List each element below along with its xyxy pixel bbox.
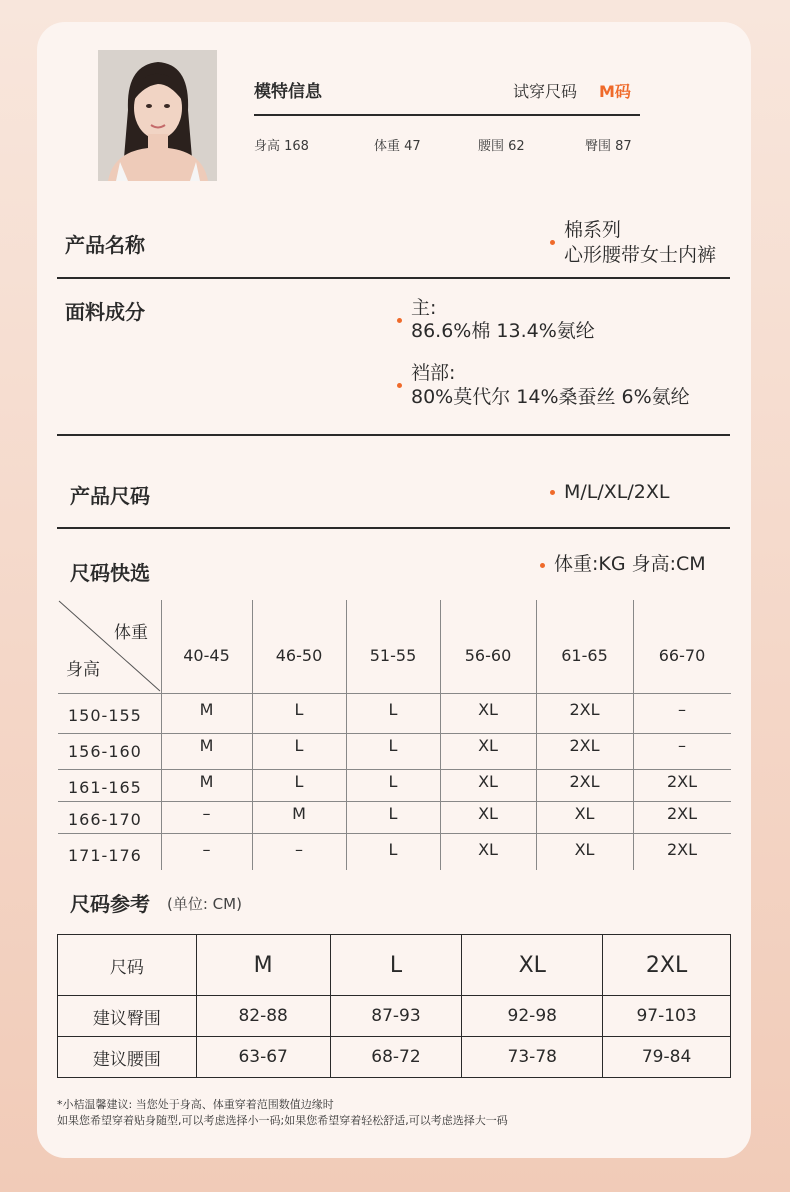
- height-row-header: 171-176: [68, 846, 142, 865]
- table-cell: 92-98: [462, 996, 603, 1037]
- table-cell: 68-72: [330, 1037, 462, 1078]
- size-reference-title: 尺码参考: [70, 892, 150, 916]
- try-size-label: 试穿尺码: [513, 82, 578, 101]
- size-cell: 2XL: [666, 840, 698, 859]
- size-quick-table: [58, 600, 731, 870]
- quick-select-title: 尺码快选: [70, 561, 150, 585]
- size-cell: –: [678, 736, 686, 755]
- size-cell: XL: [574, 840, 595, 859]
- table-row: [58, 996, 731, 1037]
- weight-col-header: 46-50: [275, 646, 323, 665]
- size-cell: L: [388, 700, 398, 719]
- size-cell: L: [388, 804, 398, 823]
- model-weight: 体重 47: [374, 139, 421, 154]
- weight-col-header: 66-70: [658, 646, 706, 665]
- row-label: 建议腰围: [58, 1037, 197, 1078]
- table-cell: 87-93: [330, 996, 462, 1037]
- size-cell: M: [199, 736, 214, 755]
- size-cell: 2XL: [666, 772, 698, 791]
- product-name-label: 产品名称: [65, 233, 145, 257]
- table-cell: 79-84: [603, 1037, 731, 1078]
- row-label: 建议臀围: [58, 996, 197, 1037]
- size-cell: 2XL: [569, 700, 600, 719]
- weight-col-header: 61-65: [561, 646, 608, 665]
- size-reference-table: [57, 934, 731, 1078]
- quick-select-units: 体重:KG 身高:CM: [554, 553, 706, 575]
- size-info-card: [37, 22, 751, 1158]
- size-header-cell: L: [330, 935, 462, 996]
- model-waist: 腰围 62: [478, 139, 525, 154]
- size-cell: XL: [574, 804, 595, 823]
- fabric-label: 面料成分: [65, 300, 145, 324]
- size-cell: L: [388, 772, 398, 791]
- size-reference-unit: (单位: CM): [167, 895, 242, 913]
- size-cell: –: [202, 840, 211, 859]
- size-cell: XL: [478, 840, 498, 859]
- size-cell: 2XL: [569, 772, 600, 791]
- size-cell: XL: [478, 736, 498, 755]
- model-divider: [254, 114, 640, 116]
- table-row: [58, 1037, 731, 1078]
- section-divider: [57, 277, 730, 279]
- weight-axis-label: 体重: [114, 623, 148, 643]
- height-row-header: 166-170: [68, 810, 142, 829]
- fabric-crotch-value: 80%莫代尔 14%桑蚕丝 6%氨纶: [411, 386, 690, 408]
- table-row: [58, 935, 731, 996]
- try-size-value: M码: [599, 82, 631, 101]
- size-cell: 2XL: [569, 736, 600, 755]
- size-cell: L: [294, 700, 304, 719]
- size-cell: –: [295, 840, 303, 859]
- table-cell: 82-88: [196, 996, 330, 1037]
- size-cell: L: [294, 736, 304, 755]
- model-portrait-illustration: [98, 50, 217, 181]
- height-row-header: 161-165: [68, 778, 142, 797]
- product-name-line2: 心形腰带女士内裤: [564, 244, 717, 266]
- model-photo: [98, 50, 217, 181]
- size-cell: M: [199, 700, 214, 719]
- weight-col-header: 40-45: [183, 646, 230, 665]
- size-cell: L: [294, 772, 304, 791]
- size-cell: M: [199, 772, 214, 791]
- bullet-dot: [550, 240, 555, 245]
- fabric-crotch-label: 裆部:: [411, 362, 456, 384]
- table-cell: 73-78: [462, 1037, 603, 1078]
- weight-col-header: 51-55: [369, 646, 417, 665]
- size-cell: M: [292, 804, 306, 823]
- product-size-label: 产品尺码: [70, 484, 150, 508]
- bullet-dot: [550, 490, 555, 495]
- model-info-title: 模特信息: [254, 82, 322, 102]
- tip-note-line2: 如果您希望穿着贴身随型,可以考虑选择小一码;如果您希望穿着轻松舒适,可以考虑选择大一码: [57, 1114, 508, 1127]
- model-hip: 臀围 87: [585, 139, 632, 154]
- bullet-dot: [397, 318, 402, 323]
- size-header-cell: XL: [462, 935, 603, 996]
- size-cell: L: [388, 736, 398, 755]
- weight-col-header: 56-60: [464, 646, 512, 665]
- tip-note-line1: *小桔温馨建议: 当您处于身高、体重穿着范围数值边缘时: [57, 1098, 334, 1111]
- height-axis-label: 身高: [66, 660, 100, 680]
- size-cell: –: [678, 700, 686, 719]
- product-name-line1: 棉系列: [564, 219, 622, 241]
- height-row-header: 150-155: [68, 706, 142, 725]
- fabric-main-label: 主:: [411, 297, 437, 319]
- bullet-dot: [397, 383, 402, 388]
- size-cell: XL: [478, 772, 498, 791]
- section-divider: [57, 527, 730, 529]
- size-cell: L: [388, 840, 398, 859]
- table-cell: 63-67: [196, 1037, 330, 1078]
- size-header-cell: 尺码: [58, 935, 197, 996]
- size-header-cell: M: [196, 935, 330, 996]
- height-row-header: 156-160: [68, 742, 142, 761]
- size-cell: 2XL: [666, 804, 698, 823]
- table-cell: 97-103: [603, 996, 731, 1037]
- model-height: 身高 168: [254, 139, 309, 154]
- size-cell: –: [202, 804, 211, 823]
- bullet-dot: [540, 563, 545, 568]
- size-header-cell: 2XL: [603, 935, 731, 996]
- section-divider: [57, 434, 730, 436]
- size-cell: XL: [478, 700, 498, 719]
- fabric-main-value: 86.6%棉 13.4%氨纶: [411, 320, 595, 342]
- size-cell: XL: [478, 804, 498, 823]
- product-size-value: M/L/XL/2XL: [564, 481, 670, 503]
